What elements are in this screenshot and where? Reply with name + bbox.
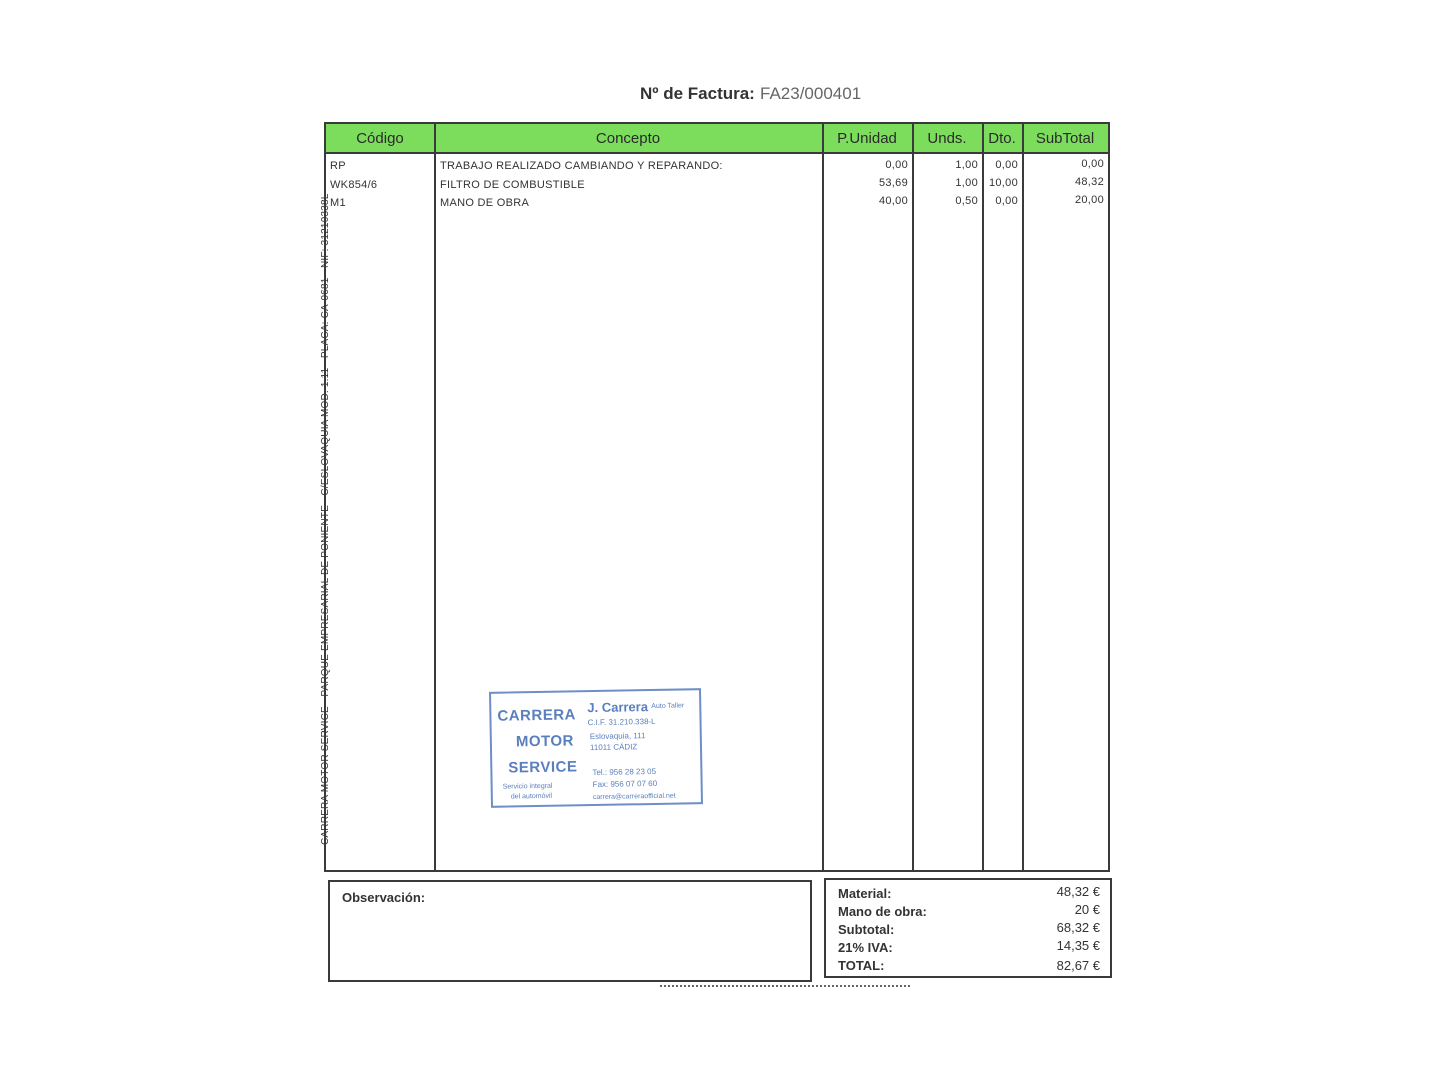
totals-row-total: [838, 958, 1100, 976]
column-divider: [822, 124, 824, 870]
totals-row-labor: [838, 902, 1100, 920]
row-3-concept: MANO DE OBRA: [440, 197, 530, 209]
observation-box: [328, 880, 812, 982]
totals-material-value: 48,32 €: [1056, 884, 1100, 899]
totals-row-material: [838, 884, 1100, 902]
row-2-unit-price: 53,69: [878, 177, 908, 189]
row-2-subtotal: 48,32: [1074, 176, 1104, 188]
stamp-tel: Tel.: 956 28 23 05: [592, 766, 657, 778]
row-3-discount: 0,00: [995, 195, 1018, 207]
company-stamp: [489, 688, 703, 808]
stamp-name: J. Carrera: [587, 699, 649, 716]
row-1-code: RP: [330, 160, 346, 172]
header-subtotal: SubTotal: [1022, 124, 1108, 154]
stamp-tagline1: Servicio integral: [502, 782, 553, 791]
totals-material-label: Material:: [838, 886, 892, 901]
row-1-units: 1,00: [955, 159, 978, 171]
row-3-code: M1: [330, 197, 346, 209]
column-divider: [1022, 124, 1024, 870]
column-divider: [912, 124, 914, 870]
row-2-discount: 10,00: [988, 177, 1018, 189]
row-1-concept: TRABAJO REALIZADO CAMBIANDO Y REPARANDO:: [440, 160, 723, 172]
totals-box: [824, 878, 1112, 978]
row-3-subtotal: 20,00: [1074, 194, 1104, 206]
totals-subtotal-value: 68,32 €: [1056, 920, 1100, 935]
row-3-unit-price: 40,00: [878, 195, 908, 207]
stamp-address1: Eslovaquia, 111: [589, 731, 646, 742]
header-concept: Concepto: [434, 124, 822, 154]
stamp-brand-line3: SERVICE: [508, 758, 578, 777]
totals-total-value: 82,67 €: [1056, 958, 1100, 973]
observation-label: Observación:: [342, 890, 426, 905]
row-1-discount: 0,00: [995, 159, 1018, 171]
totals-vat-label: 21% IVA:: [838, 940, 893, 955]
row-1-unit-price: 0,00: [885, 159, 908, 171]
header-discount: Dto.: [982, 124, 1022, 154]
side-company-info: CARRERA MOTOR SERVICE · PARQUE EMPRESARIAL DE PONIENTE · C/ESLOVAQUIA MOD. 1.11 · PLACA: CA-0681 · NIF: 31210338L: [320, 193, 331, 845]
totals-row-subtotal: [838, 920, 1100, 938]
totals-vat-value: 14,35 €: [1056, 938, 1100, 953]
stamp-address2: 11011 CÁDIZ: [589, 742, 638, 753]
header-units: Unds.: [912, 124, 982, 154]
column-divider: [434, 124, 436, 870]
row-1-subtotal: 0,00: [1081, 158, 1104, 170]
totals-total-label: TOTAL:: [838, 958, 885, 973]
stamp-cif: C.I.F. 31.210.338-L: [587, 716, 656, 728]
cut-off-footer-text: [660, 982, 910, 988]
column-divider: [982, 124, 984, 870]
row-2-concept: FILTRO DE COMBUSTIBLE: [440, 179, 585, 191]
stamp-brand-line1: CARRERA: [497, 706, 577, 725]
stamp-name-suffix: Auto Taller: [651, 702, 685, 711]
stamp-fax: Fax: 956 07 07 60: [592, 778, 658, 790]
header-code: Código: [326, 124, 434, 154]
invoice-number-value: FA23/000401: [760, 84, 862, 102]
items-table: [324, 122, 1110, 872]
row-2-code: WK854/6: [330, 179, 378, 191]
totals-labor-value: 20 €: [1074, 902, 1100, 917]
row-3-units: 0,50: [955, 195, 978, 207]
totals-row-vat: [838, 938, 1100, 956]
row-2-units: 1,00: [955, 177, 978, 189]
stamp-brand-line2: MOTOR: [515, 732, 575, 751]
invoice-number-label: Nº de Factura:: [640, 84, 755, 102]
stamp-email: carrera@carreraofficial.net: [592, 792, 676, 802]
header-unit-price: P.Unidad: [822, 124, 912, 154]
stamp-tagline2: del automóvil: [510, 792, 553, 801]
totals-subtotal-label: Subtotal:: [838, 922, 895, 937]
totals-labor-label: Mano de obra:: [838, 904, 927, 919]
invoice-number: [640, 80, 940, 102]
